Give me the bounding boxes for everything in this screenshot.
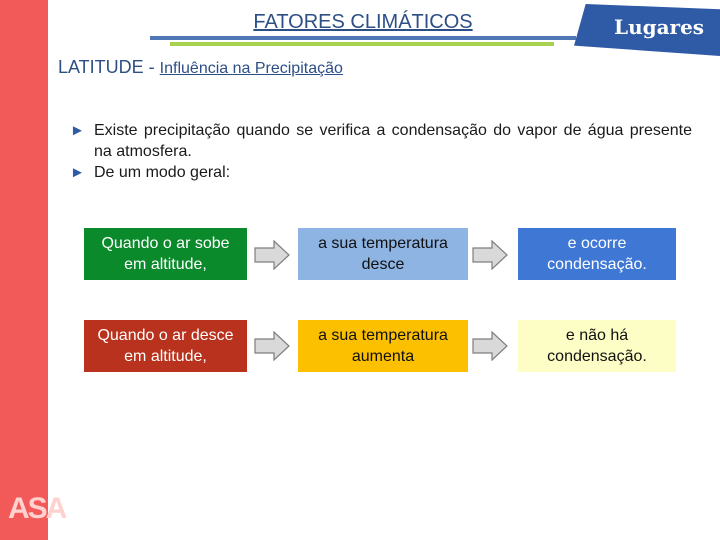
bullet-item <box>70 162 692 183</box>
left-sidebar-band <box>0 0 66 540</box>
air-rises-box <box>84 228 247 280</box>
right-triangle-icon: ► <box>70 122 85 139</box>
subtitle-topic: Influência na Precipitação <box>159 60 343 77</box>
subtitle-prefix: LATITUDE - <box>58 57 160 77</box>
bullet-text: Existe precipitação quando se verifica a condensação do vapor de água presente na atmosfera. <box>94 122 692 160</box>
brand-label: Lugares <box>614 15 705 39</box>
air-descends-box <box>84 320 247 372</box>
block-arrow-right-icon <box>472 331 508 361</box>
air-rises-text: Quando o ar sobe em altitude, <box>101 235 230 273</box>
section-subtitle <box>58 56 343 80</box>
bullet-item <box>70 120 692 162</box>
no-condensation-box <box>518 320 676 372</box>
block-arrow-right-icon <box>472 240 508 270</box>
block-arrow-right-icon <box>254 240 290 270</box>
bullet-text: De um modo geral: <box>94 164 231 181</box>
condensation-box <box>518 228 676 280</box>
asa-logo: ASA <box>8 492 66 525</box>
title-underline-green <box>170 42 554 46</box>
temperature-rises-box <box>298 320 468 372</box>
page-title: FATORES CLIMÁTICOS <box>253 11 473 33</box>
air-descends-text: Quando o ar desce em altitude, <box>97 327 234 365</box>
right-triangle-icon: ► <box>70 164 85 181</box>
condensation-text: e ocorre condensação. <box>547 235 647 273</box>
no-condensation-text: e não há condensação. <box>547 327 647 365</box>
temperature-rises-text: a sua temperatura aumenta <box>318 327 448 365</box>
block-arrow-right-icon <box>254 331 290 361</box>
title-underline-blue <box>150 36 576 40</box>
temperature-drops-box <box>298 228 468 280</box>
temperature-drops-text: a sua temperatura desce <box>318 235 448 273</box>
bullet-list <box>70 120 692 183</box>
